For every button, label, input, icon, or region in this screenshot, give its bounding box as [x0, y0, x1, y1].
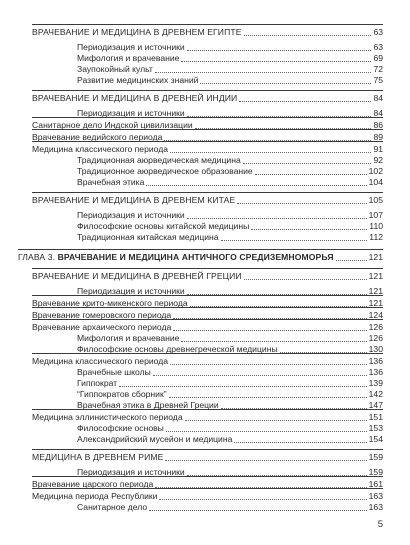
toc-entry-title: Традиционная китайская медицина: [77, 232, 219, 242]
toc-entry[interactable]: [77, 166, 383, 177]
toc-section-title: ВРАЧЕВАНИЕ И МЕДИЦИНА В ДРЕВНЕЙ ИНДИИ: [32, 93, 238, 103]
section-rule: [32, 90, 383, 91]
leader-dots: [169, 396, 367, 398]
toc-section[interactable]: [32, 195, 383, 206]
section-rule: [32, 295, 383, 296]
section-rule: [32, 488, 383, 489]
toc-entry-page: 161: [368, 479, 383, 489]
section-rule: [32, 353, 383, 354]
leader-dots: [255, 173, 367, 175]
toc-entry-page: 91: [373, 144, 383, 154]
toc-entry[interactable]: [77, 367, 383, 378]
leader-dots: [153, 374, 367, 376]
toc-entry-title: Врачебные школы: [77, 367, 151, 377]
toc-entry[interactable]: [77, 389, 383, 400]
toc-entry-title: Развитие медицинских знаний: [77, 75, 199, 85]
toc-entry-title: Врачебная этика в Древней Греции: [77, 400, 219, 410]
leader-dots: [119, 385, 367, 387]
toc-entry-title: “Гиппократов сборник”: [77, 389, 167, 399]
toc-section-title: ВРАЧЕВАНИЕ И МЕДИЦИНА В ДРЕВНЕМ ЕГИПТЕ: [32, 27, 242, 37]
toc-entry-page: 107: [368, 210, 383, 220]
toc-entry-page: 147: [368, 400, 383, 410]
leader-dots: [166, 430, 367, 432]
leader-dots: [146, 184, 366, 186]
toc-entry[interactable]: [32, 144, 383, 155]
toc-entry-title: Медицина классического периода: [32, 356, 169, 366]
section-rule: [32, 24, 383, 25]
toc-entry[interactable]: [77, 210, 383, 221]
toc-entry[interactable]: [77, 75, 383, 86]
toc-entry-page: 136: [368, 367, 383, 377]
toc-entry-title: Врачевание гомеровского периода: [32, 310, 172, 320]
toc-entry[interactable]: [77, 155, 383, 166]
toc-entry[interactable]: [77, 333, 383, 344]
toc-entry-title: Александрийский мусейон и медицина: [77, 434, 233, 444]
toc-entry-page: 84: [373, 108, 383, 118]
leader-dots: [243, 162, 372, 164]
leader-dots: [181, 60, 371, 62]
toc-entry[interactable]: [32, 412, 383, 423]
toc-entry-page: 151: [368, 412, 383, 422]
toc-entry-page: 159: [368, 467, 383, 477]
toc-entry-title: Периодизация и источники: [77, 42, 185, 52]
leader-dots: [149, 509, 367, 511]
toc-entry[interactable]: [77, 502, 383, 513]
toc-entry-title: Философские основы: [77, 423, 164, 433]
toc-section[interactable]: [32, 271, 383, 282]
toc-entry-title: Врачевание царского периода: [32, 479, 154, 489]
toc-entry[interactable]: [77, 423, 383, 434]
leader-dots: [187, 217, 367, 219]
toc-section-page: 63: [373, 27, 383, 37]
toc-section-title: МЕДИЦИНА В ДРЕВНЕМ РИМЕ: [32, 452, 164, 462]
toc-entry-title: Врачевание ведийского периода: [32, 132, 163, 142]
toc-entry-page: 89: [373, 132, 383, 142]
toc-entry-title: Традиционное аюрведическое образование: [77, 166, 253, 176]
toc-entry[interactable]: [32, 322, 383, 333]
toc-entry[interactable]: [32, 356, 383, 367]
leader-dots: [237, 202, 366, 204]
toc-entry-page: 136: [368, 356, 383, 366]
toc-entry-title: Врачевание крито-микенского периода: [32, 298, 188, 308]
toc-entry-page: 154: [368, 434, 383, 444]
toc-entry-page: 163: [368, 502, 383, 512]
toc-entry-page: 104: [368, 177, 383, 187]
toc-entry[interactable]: [77, 378, 383, 389]
toc-entry-title: Медицина классического периода: [32, 144, 169, 154]
toc-entry-page: 126: [368, 322, 383, 332]
toc-section-page: 159: [368, 452, 383, 462]
section-rule: [32, 409, 383, 410]
toc-entry-page: 75: [373, 75, 383, 85]
toc-entry-title: Медицина периода Республики: [32, 491, 158, 501]
leader-dots: [244, 278, 367, 280]
leader-dots: [234, 441, 366, 443]
section-rule: [32, 192, 383, 193]
leader-dots: [336, 259, 367, 261]
toc-entry-page: 86: [373, 120, 383, 130]
toc-entry-title: Мифология и врачевание: [77, 333, 180, 343]
leader-dots: [170, 151, 371, 153]
toc-entry-title: Гиппократ: [77, 378, 118, 388]
toc-entry[interactable]: [77, 434, 383, 445]
toc-entry-title: Периодизация и источники: [77, 467, 185, 477]
leader-dots: [159, 498, 366, 500]
toc-entry-title: Философские основы древнегреческой медицины: [77, 344, 278, 354]
leader-dots: [200, 82, 371, 84]
toc-section[interactable]: [32, 93, 383, 104]
toc-entry-title: Медицина эллинистического периода: [32, 412, 183, 422]
leader-dots: [221, 239, 368, 241]
toc-entry-title: Философские основы китайской медицины: [77, 221, 250, 231]
toc-entry-page: 110: [369, 221, 383, 231]
toc-entry-title: Заупокойный культ: [77, 64, 153, 74]
section-rule: [32, 268, 383, 269]
section-rule: [18, 249, 383, 250]
toc-entry-page: 142: [368, 389, 383, 399]
leader-dots: [244, 34, 372, 36]
toc-entry-page: 121: [368, 298, 383, 308]
toc-entry-page: 163: [368, 491, 383, 501]
leader-dots: [251, 228, 367, 230]
toc-entry-page: 72: [373, 64, 383, 74]
toc-entry[interactable]: [77, 64, 383, 75]
toc-entry[interactable]: [77, 53, 383, 64]
leader-dots: [165, 459, 366, 461]
toc-entry-page: 121: [368, 286, 383, 296]
section-rule: [32, 449, 383, 450]
toc-entry-title: Врачевание архаического периода: [32, 322, 172, 332]
toc-section-page: 121: [368, 271, 383, 281]
section-rule: [32, 307, 383, 308]
toc-section-title: ВРАЧЕВАНИЕ И МЕДИЦИНА В ДРЕВНЕМ КИТАЕ: [32, 195, 236, 205]
toc-entry-title: Врачебная этика: [77, 177, 145, 187]
toc-entry-title: Мифология и врачевание: [77, 53, 180, 63]
toc-section[interactable]: [32, 452, 383, 463]
section-rule: [32, 129, 383, 130]
toc-section-page: 84: [373, 93, 383, 103]
chapter-label: ГЛАВА 3.: [18, 252, 58, 262]
toc-section-page: 105: [368, 195, 383, 205]
toc-entry-title: Санитарное дело Индской цивилизации: [32, 120, 193, 130]
toc-entry-page: 63: [373, 42, 383, 52]
section-rule: [32, 141, 383, 142]
toc-entry-title: Периодизация и источники: [77, 108, 185, 118]
toc-entry-page: 153: [368, 423, 383, 433]
toc-entry-page: 139: [368, 378, 383, 388]
toc-entry-title: Традиционная аюрведическая медицина: [77, 155, 241, 165]
toc-entry-title: Периодизация и источники: [77, 210, 185, 220]
leader-dots: [181, 340, 366, 342]
toc-entry-page: 126: [368, 333, 383, 343]
toc-entry-page: 92: [373, 155, 383, 165]
leader-dots: [173, 329, 366, 331]
toc-entry-page: 124: [368, 310, 383, 320]
toc-entry-page: 112: [369, 232, 383, 242]
toc-entry-page: 69: [373, 53, 383, 63]
toc-entry-page: 102: [368, 166, 383, 176]
chapter-title: ВРАЧЕВАНИЕ И МЕДИЦИНА АНТИЧНОГО СРЕДИЗЕМНОМОРЬЯ: [57, 252, 334, 262]
page-number: 5: [377, 519, 383, 530]
toc-entry[interactable]: [77, 221, 383, 232]
toc-entry[interactable]: [77, 177, 383, 188]
toc-entry-page: 130: [368, 344, 383, 354]
toc-entry-title: Периодизация и источники: [77, 286, 185, 296]
leader-dots: [187, 49, 372, 51]
toc-entry[interactable]: [77, 42, 383, 53]
leader-dots: [239, 100, 371, 102]
toc-entry[interactable]: [77, 232, 383, 243]
section-rule: [32, 476, 383, 477]
toc-chapter[interactable]: [18, 252, 383, 263]
section-rule: [32, 319, 383, 320]
leader-dots: [185, 419, 367, 421]
toc-entry-title: Санитарное дело: [77, 502, 148, 512]
toc-chapter-title: [18, 252, 334, 263]
toc-section[interactable]: [32, 27, 383, 38]
leader-dots: [170, 363, 367, 365]
toc-entry[interactable]: [32, 491, 383, 502]
toc-chapter-page: 121: [368, 252, 383, 262]
section-rule: [32, 117, 383, 118]
toc-section-title: ВРАЧЕВАНИЕ И МЕДИЦИНА В ДРЕВНЕЙ ГРЕЦИИ: [32, 271, 242, 281]
leader-dots: [155, 71, 372, 73]
